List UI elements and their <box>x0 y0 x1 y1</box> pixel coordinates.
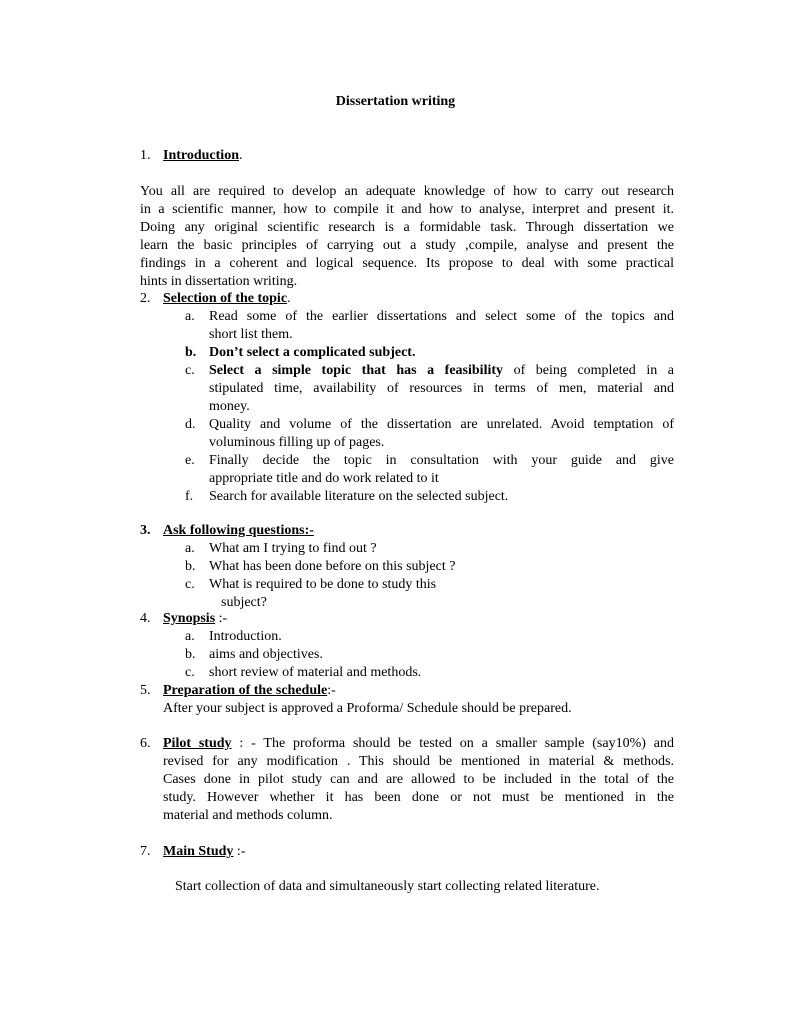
questions-list <box>140 540 674 612</box>
section-heading: Main Study <box>163 844 234 859</box>
list-item: c. short review of material and methods. <box>185 665 422 680</box>
list-item: a. Introduction. <box>185 629 282 644</box>
section-heading: Pilot study <box>163 736 232 751</box>
section-heading: Synopsis <box>163 611 216 626</box>
list-item: f. Search for available literature on the selected subject. <box>185 489 509 504</box>
page-title: Dissertation writing <box>335 94 456 109</box>
list-item: b. What has been done before on this subject ? <box>185 559 456 574</box>
section-heading: Preparation of the schedule <box>163 683 328 698</box>
pilot-study-paragraph: Pilot study : - The proforma should be tested on a smaller sample (say10%) and revised for any modification . This should be mentioned in material & methods. Cases done in pilot study can and are allowed to be included in the total of the study. However whether it has been done or not must be mentioned in the material and methods column. <box>163 736 674 823</box>
selection-list <box>140 308 674 506</box>
synopsis-list <box>140 628 674 682</box>
list-item: d. Quality and volume of the dissertation are unrelated. Avoid temptation of voluminous filling up of pages. <box>185 417 674 450</box>
section-heading: Introduction <box>163 148 239 163</box>
list-item-continuation: subject? <box>221 595 267 610</box>
section-heading: Ask following questions:- <box>163 523 314 538</box>
list-item: e. Finally decide the topic in consultation with your guide and give appropriate title and do work related to it <box>185 453 674 486</box>
introduction-paragraph: You all are required to develop an adequate knowledge of how to carry out research in a scientific manner, how to compile it and how to analyse, interpret and present it. Doing any original scientific research is a formidable task. Through dissertation we learn the basic principles of carrying out a study ,compile, analyse and present the findings in a coherent and logical sequence. Its propose to deal with some practical hints in dissertation writing. <box>140 184 674 289</box>
main-study-text: Start collection of data and simultaneously start collecting related literature. <box>175 879 600 894</box>
list-item: c. What is required to be done to study this <box>185 577 437 592</box>
list-item: b. Don’t select a complicated subject. <box>185 345 416 360</box>
document-page: Dissertation writing 1. Introduction. You all are required to develop an adequate knowledge of how to carry out research in a scientific manner, how to compile it and how to analyse, interpret and present it. Doing any original scientific research is a formidable task. Through dissertation we learn the basic principles of carrying out a study ,compile, analyse and present the findings in a coherent and logical sequence. Its propose to deal with some practical hints in dissertation writing. 2. Selection of the topic. a. Read some of the earlier dissertations and select some of the topics and short list them. b. Don’t select a complicated subject. c. Select a simple topic that has a feasibility of being completed in a stipulated time, availability of resources in terms of men, material and money. d. Quality and volume of the dissertation are unrelated. Avoid temptation of voluminous filling up of pages. e. Finally decide the topic in consultation with your guide and give appropriate title and do work related to it f. Search for available literature on the selected subject. 3. Ask following questions:- a. What am I trying to find out ? b. What has been done before on this subject ? c. What is required to be done to study this subject? 4. Synopsis :- a. Introduction. b. aims and objectives. c. short review of material and methods. 5. Preparation of the schedule:- After your subject is approved a Proforma/ Schedule should be prepared. 6. Pilot study : - The proforma should be tested on a smaller sample (say10%) and revised for any modification . This should be mentioned in material & methods. Cases done in pilot study can and are allowed to be included in the total of the study. However whether it has been done or not must be mentioned in the material and methods column. 7. Main Study :- Start collection of data and simultaneously start collecting related literature. <box>0 0 791 1023</box>
schedule-text: After your subject is approved a Proforma/ Schedule should be prepared. <box>163 701 572 716</box>
list-item: a. What am I trying to find out ? <box>185 541 377 556</box>
list-item: a. Read some of the earlier dissertations and select some of the topics and short list them. <box>185 309 674 342</box>
section-heading: Selection of the topic <box>163 291 288 306</box>
list-item: c. Select a simple topic that has a feasibility of being completed in a stipulated time, availability of resources in terms of men, material and money. <box>185 363 674 414</box>
section-number: 1. <box>140 148 151 163</box>
list-item: b. aims and objectives. <box>185 647 323 662</box>
